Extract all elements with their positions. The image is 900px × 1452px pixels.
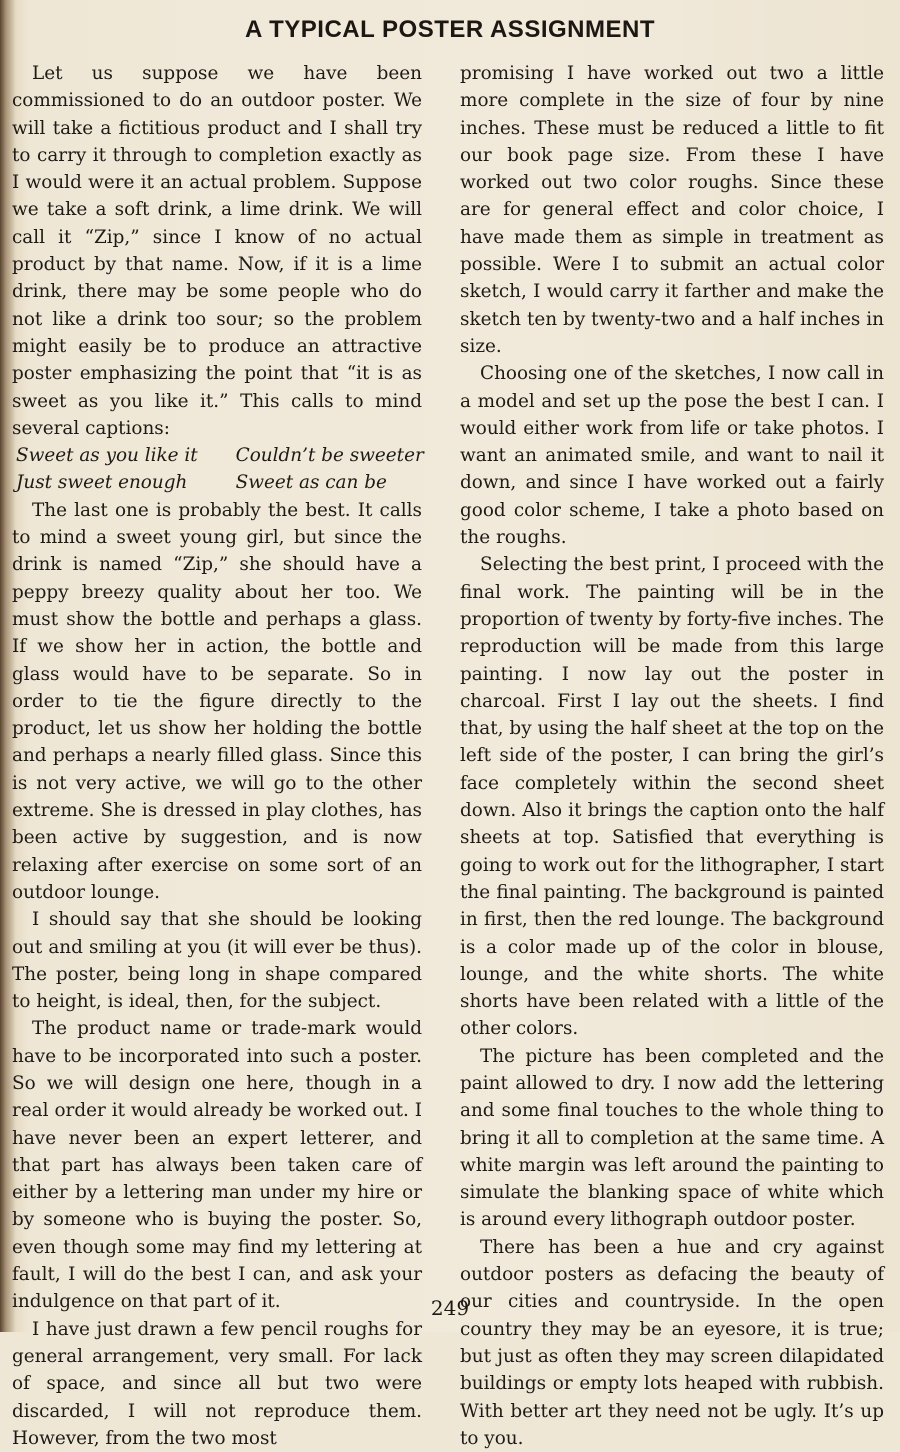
paragraph: Selecting the best print, I proceed with the final work. The painting will be in the proportion of twenty by forty-five inches. The reproduction will be made from this large painting. I now lay out the poster in charcoal. First I lay out the sheets. I find that, by using the half sheet at the top on the left side of the poster, I can bring the girl’s face completely within the second sheet down. Also it brings the caption onto the half sheets at top. Satisfied that everything is going to work out for the lithographer, I start the final painting. The background is painted in first, then the red lounge. The background is a color made up of the color in blouse, lounge, and the white shorts. The white shorts have been related with a little of the other colors. bbox=[460, 554, 884, 1040]
paragraph: Choosing one of the sketches, I now call in a model and set up the pose the best I can. I would either work from life or take photos. I want an animated smile, and want to nail it down, and since I have worked out a fairly good color scheme, I take a photo based on the roughs. bbox=[460, 363, 884, 549]
paragraph: promising I have worked out two a little more complete in the size of four by nine inches. These must be reduced a little to fit our book page size. From these I have worked out two color roughs. Since these are for general effect and color choice, I have made them as simple in treatment as possible. Were I to submit an actual color sketch, I would carry it farther and make the sketch ten by twenty-two and a half inches in size. bbox=[460, 63, 884, 357]
paragraph: Let us suppose we have been commissioned to do an outdoor poster. We will take a fictitious product and I shall try to carry it through to completion exactly as I would were it an actual problem. Suppose we take a soft drink, a lime drink. We will call it “Zip,” since I know of no actual product by that name. Now, if it is a lime drink, there may be some people who do not like a drink too sour; so the problem might easily be to produce an attractive poster emphasizing the point that “it is as sweet as you like it.” This calls to mind several captions: bbox=[12, 63, 422, 439]
right-column bbox=[460, 60, 884, 1452]
paragraph: I should say that she should be looking out and smiling at you (it will ever be thus). The poster, being long in shape compared to height, is ideal, then, for the subject. bbox=[12, 909, 422, 1013]
caption-item: Just sweet enough bbox=[16, 472, 188, 494]
caption-item: Sweet as can be bbox=[235, 472, 387, 494]
caption-list bbox=[12, 442, 422, 497]
paragraph: The last one is probably the best. It calls to mind a sweet young girl, but since the drink is named “Zip,” she should have a peppy breezy quality about her too. We must show the bottle and perhaps a glass. If we show her in action, the bottle and glass would have to be separate. So in order to tie the figure directly to the product, let us show her holding the bottle and perhaps a nearly filled glass. Since this is not very active, we will go to the other extreme. She is dressed in play clothes, has been active by suggestion, and is now relaxing after exercise on some sort of an outdoor lounge. bbox=[12, 499, 422, 903]
paragraph: There has been a hue and cry against outdoor posters as defacing the beauty of our cities and countryside. In the open country they may be an eyesore, it is true; but just as often they may screen dilapidated buildings or empty lots heaped with rubbish. With better art they need not be ugly. It’s up to you. bbox=[460, 1236, 884, 1449]
left-column bbox=[12, 60, 422, 1452]
page-number: 249 bbox=[430, 1296, 470, 1320]
caption-item: Couldn’t be sweeter bbox=[235, 445, 424, 467]
caption-item: Sweet as you like it bbox=[16, 445, 198, 467]
paragraph: I have just drawn a few pencil roughs for general arrangement, very small. For lack of space, and since all but two were discarded, I will not reproduce them. However, from the two most bbox=[12, 1318, 422, 1449]
paragraph: The product name or trade-mark would have to be incorporated into such a poster. So we will design one here, though in a real order it would already be worked out. I have never been an expert letterer, and that part has always been taken care of either by a lettering man under my hire or by someone who is buying the poster. So, even though some may find my lettering at fault, I will do the best I can, and ask your indulgence on that part of it. bbox=[12, 1018, 422, 1313]
paragraph: The picture has been completed and the paint allowed to dry. I now add the lettering and some final touches to the whole thing to bring it all to completion at the same time. A white margin was left around the painting to simulate the blanking space of white which is around every lithograph outdoor poster. bbox=[460, 1045, 884, 1231]
page-title: A TYPICAL POSTER ASSIGNMENT bbox=[245, 16, 655, 43]
